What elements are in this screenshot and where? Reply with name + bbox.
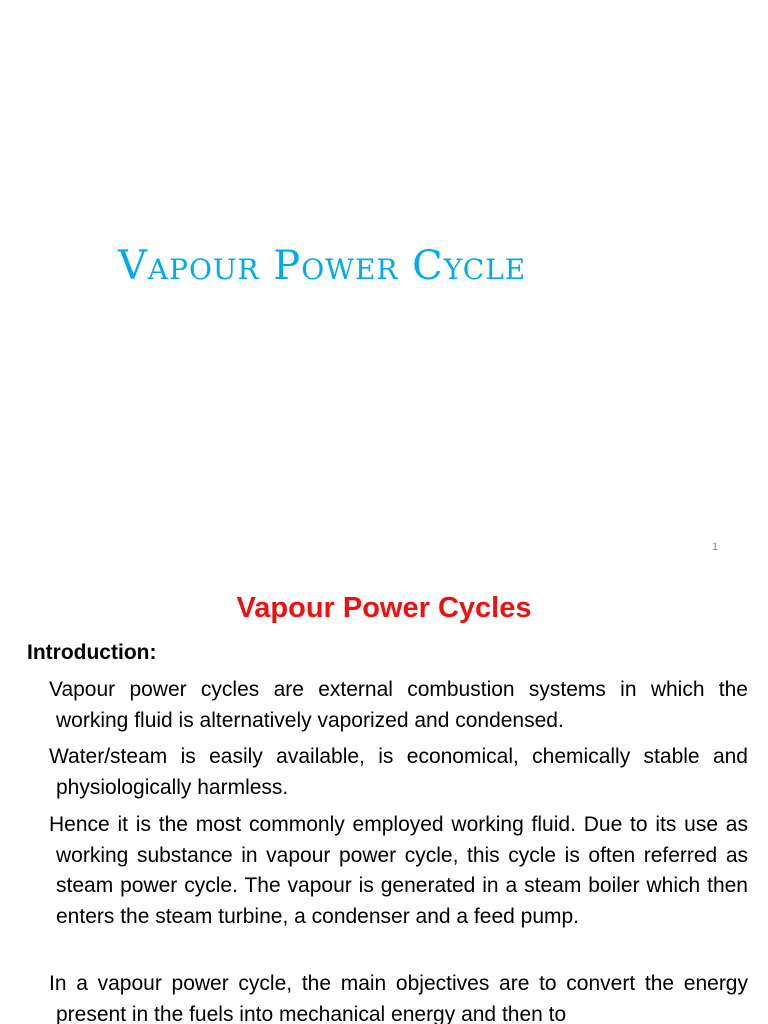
page-number: 1 [712,541,719,553]
paragraph-3: Hence it is the most commonly employed working fluid. Due to its use as working substance in vapour power cycle, this cycle is often referred as steam power cycle. The vapour is generated in a steam boiler which then enters the steam turbine, a condenser and a feed pump. [49,813,748,928]
paragraph-1: Vapour power cycles are external combustion systems in which the working fluid is alternatively vaporized and condensed. [49,678,748,732]
paragraph-4: In a vapour power cycle, the main objectives are to convert the energy present in the fuels into mechanical energy and then to [49,972,748,1024]
section-title: Vapour Power Cycles [236,592,532,624]
paragraph-2: Water/steam is easily available, is economical, chemically stable and physiologically harmless. [49,745,748,799]
content-slide [0,576,768,1024]
slide-title: Vapour Power Cycle [118,243,527,289]
intro-heading: Introduction: [27,641,157,664]
